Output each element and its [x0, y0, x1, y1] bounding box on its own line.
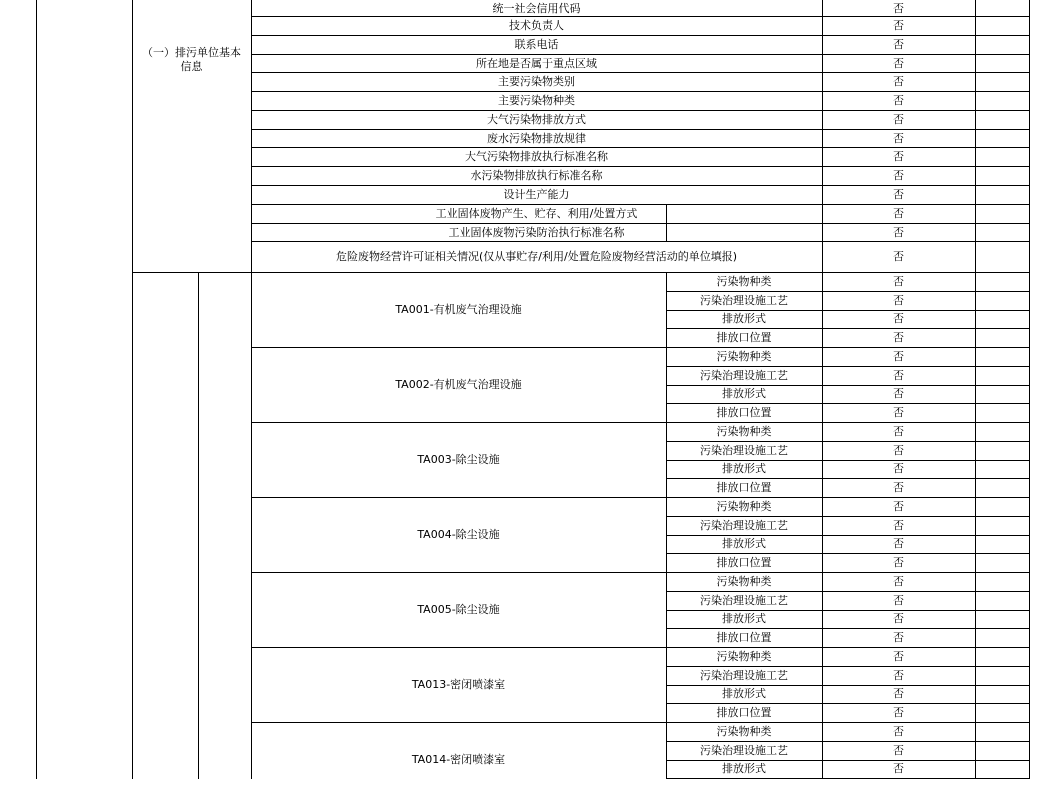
facility-item: 污染物种类	[716, 499, 772, 513]
value-cell: 否	[893, 762, 904, 776]
facility-item: 排放形式	[722, 537, 766, 551]
info-row-label: 联系电话	[514, 38, 559, 51]
value-cell: 否	[893, 131, 904, 145]
value-cell: 否	[893, 349, 904, 363]
facility-name: TA003-除尘设施	[417, 453, 500, 466]
value-cell: 否	[893, 481, 904, 495]
section-title: （一）排污单位基本信息	[142, 46, 241, 73]
value-cell: 否	[893, 94, 904, 107]
value-cell: 否	[893, 556, 904, 570]
value-cell: 否	[893, 331, 904, 345]
facility-item: 污染治理设施工艺	[700, 593, 788, 607]
facility-name: TA014-密闭喷漆室	[411, 753, 506, 766]
value-cell: 否	[893, 150, 904, 163]
facility-item: 排放形式	[722, 462, 766, 476]
value-cell: 否	[893, 387, 904, 401]
value-cell: 否	[893, 574, 904, 588]
facility-item: 污染物种类	[716, 349, 772, 363]
value-cell: 否	[893, 56, 904, 70]
facility-item: 污染物种类	[716, 424, 772, 438]
value-cell: 否	[893, 225, 904, 239]
column-divider	[36, 0, 37, 779]
info-row-label: 危险废物经营许可证相关情况(仅从事贮存/利用/处置危险废物经营活动的单位填报)	[336, 250, 737, 263]
value-cell: 否	[893, 668, 904, 682]
facility-item: 污染治理设施工艺	[700, 443, 788, 457]
facility-item: 污染治理设施工艺	[700, 293, 788, 307]
facility-item: 排放口位置	[716, 406, 772, 420]
value-cell: 否	[893, 593, 904, 607]
value-cell: 否	[893, 38, 904, 51]
facility-item: 污染物种类	[716, 274, 772, 288]
facility-item: 污染物种类	[716, 649, 772, 663]
value-cell: 否	[893, 293, 904, 307]
info-row-label: 工业固体废物污染防治执行标准名称	[448, 225, 625, 239]
value-cell: 否	[893, 368, 904, 382]
value-cell: 否	[893, 443, 904, 457]
info-row-label: 设计生产能力	[503, 188, 570, 201]
value-cell: 否	[893, 687, 904, 701]
info-row-label: 废水污染物排放规律	[487, 131, 586, 145]
facility-item: 排放口位置	[716, 481, 772, 495]
info-row-label: 主要污染物类别	[498, 75, 575, 88]
facility-item: 排放形式	[722, 312, 766, 326]
value-cell: 否	[893, 207, 904, 220]
value-cell: 否	[893, 250, 904, 263]
info-row-label: 统一社会信用代码	[492, 1, 581, 15]
info-row-label: 大气污染物排放执行标准名称	[465, 150, 608, 163]
value-cell: 否	[893, 1, 904, 15]
value-cell: 否	[893, 612, 904, 626]
facility-item: 排放形式	[722, 612, 766, 626]
facility-name: TA004-除尘设施	[417, 528, 500, 541]
facility-item: 排放口位置	[716, 706, 772, 720]
value-cell: 否	[893, 312, 904, 326]
facility-name: TA002-有机废气治理设施	[395, 378, 522, 391]
facility-item: 污染治理设施工艺	[700, 518, 788, 532]
facility-item: 排放形式	[722, 687, 766, 701]
facility-item: 污染治理设施工艺	[700, 743, 788, 757]
facility-name: TA005-除尘设施	[417, 603, 500, 616]
facility-item: 排放形式	[722, 387, 766, 401]
facility-name: TA001-有机废气治理设施	[395, 303, 522, 316]
column-divider	[975, 0, 976, 779]
value-cell: 否	[893, 169, 904, 182]
facility-item: 污染物种类	[716, 574, 772, 588]
value-cell: 否	[893, 537, 904, 551]
info-row-label: 所在地是否属于重点区域	[476, 56, 597, 70]
facility-item: 排放口位置	[716, 331, 772, 345]
facility-item: 排放形式	[722, 762, 766, 776]
facility-name: TA013-密闭喷漆室	[411, 678, 506, 691]
value-cell: 否	[893, 649, 904, 663]
value-cell: 否	[893, 274, 904, 288]
column-divider	[198, 272, 199, 779]
value-cell: 否	[893, 462, 904, 476]
value-cell: 否	[893, 424, 904, 438]
column-divider	[1029, 0, 1030, 779]
info-row-label: 技术负责人	[509, 19, 564, 32]
facility-item: 排放口位置	[716, 631, 772, 645]
value-cell: 否	[893, 188, 904, 201]
value-cell: 否	[893, 518, 904, 532]
facility-item: 污染治理设施工艺	[700, 368, 788, 382]
value-cell: 否	[893, 706, 904, 720]
value-cell: 否	[893, 113, 904, 126]
column-divider	[132, 0, 133, 779]
value-cell: 否	[893, 499, 904, 513]
info-row-label: 大气污染物排放方式	[487, 113, 586, 126]
value-cell: 否	[893, 19, 904, 32]
info-row-label: 主要污染物种类	[498, 94, 575, 107]
value-cell: 否	[893, 631, 904, 645]
info-row-label: 工业固体废物产生、贮存、利用/处置方式	[435, 207, 638, 220]
facility-item: 污染治理设施工艺	[700, 668, 788, 682]
value-cell: 否	[893, 724, 904, 738]
value-cell: 否	[893, 75, 904, 88]
value-cell: 否	[893, 743, 904, 757]
facility-item: 污染物种类	[716, 724, 772, 738]
info-row-label: 水污染物排放执行标准名称	[470, 169, 603, 182]
facility-item: 排放口位置	[716, 556, 772, 570]
value-cell: 否	[893, 406, 904, 420]
